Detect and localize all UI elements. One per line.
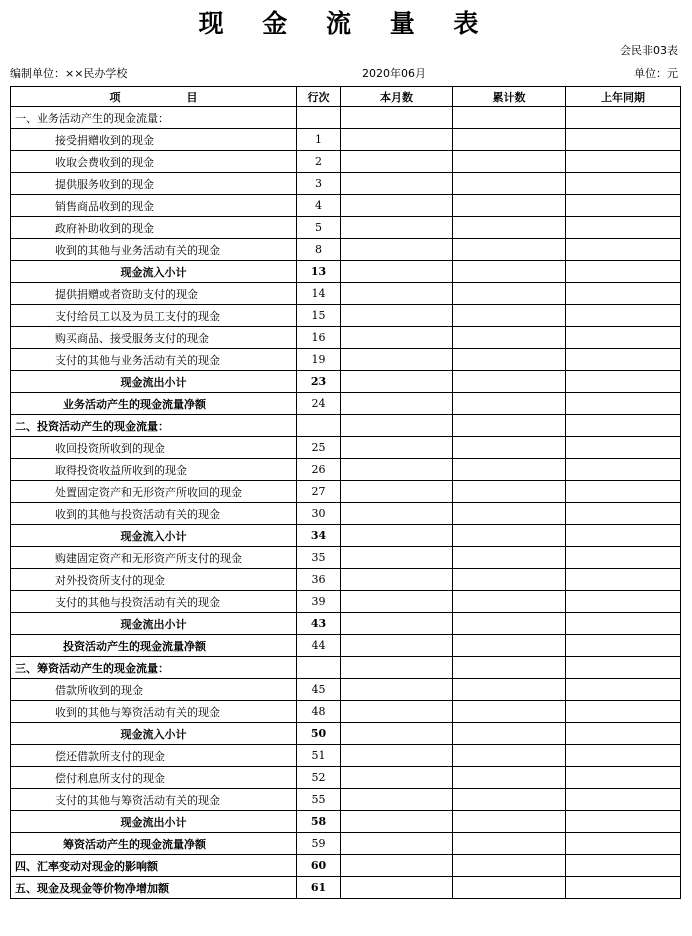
row-line-number: 5 — [297, 217, 341, 239]
row-line-number: 15 — [297, 305, 341, 327]
form-code: 会民非03表 — [620, 44, 678, 57]
row-amount-current-month[interactable] — [341, 723, 453, 745]
row-line-number: 4 — [297, 195, 341, 217]
row-item-name: 二、投资活动产生的现金流量： — [11, 415, 297, 437]
row-amount-current-month[interactable] — [341, 305, 453, 327]
row-amount-current-month[interactable] — [341, 195, 453, 217]
row-amount-current-month[interactable] — [341, 437, 453, 459]
row-amount-current-month[interactable] — [341, 833, 453, 855]
row-line-number — [297, 107, 341, 129]
row-item-name: 购买商品、接受服务支付的现金 — [11, 327, 297, 349]
table-row — [11, 591, 681, 613]
row-amount-cumulative[interactable] — [453, 767, 566, 789]
row-amount-cumulative[interactable] — [453, 129, 566, 151]
row-amount-cumulative[interactable] — [453, 657, 566, 679]
row-amount-current-month[interactable] — [341, 877, 453, 899]
row-item-name: 收到的其他与投资活动有关的现金 — [11, 503, 297, 525]
table-row — [11, 371, 681, 393]
row-amount-current-month[interactable] — [341, 591, 453, 613]
row-item-name: 收到的其他与业务活动有关的现金 — [11, 239, 297, 261]
row-amount-current-month[interactable] — [341, 261, 453, 283]
row-line-number — [297, 415, 341, 437]
row-amount-cumulative[interactable] — [453, 371, 566, 393]
row-amount-prior-year[interactable] — [566, 459, 681, 481]
row-amount-current-month[interactable] — [341, 811, 453, 833]
report-title: 现 金 流 量 表 — [198, 9, 494, 38]
row-amount-cumulative[interactable] — [453, 877, 566, 899]
row-item-name: 处置固定资产和无形资产所收回的现金 — [11, 481, 297, 503]
row-amount-cumulative[interactable] — [453, 547, 566, 569]
row-amount-cumulative[interactable] — [453, 173, 566, 195]
row-amount-current-month[interactable] — [341, 503, 453, 525]
reporting-entity: 编制单位：××民办学校 — [10, 67, 128, 80]
row-amount-prior-year[interactable] — [566, 261, 681, 283]
row-item-name: 取得投资收益所收到的现金 — [11, 459, 297, 481]
row-item-name: 一、业务活动产生的现金流量： — [11, 107, 297, 129]
table-row — [11, 129, 681, 151]
row-amount-cumulative[interactable] — [453, 305, 566, 327]
row-line-number: 61 — [297, 877, 341, 899]
row-amount-prior-year[interactable] — [566, 745, 681, 767]
table-row — [11, 833, 681, 855]
row-amount-prior-year[interactable] — [566, 327, 681, 349]
row-line-number: 24 — [297, 393, 341, 415]
row-amount-prior-year[interactable] — [566, 767, 681, 789]
row-item-name: 政府补助收到的现金 — [11, 217, 297, 239]
row-amount-prior-year[interactable] — [566, 305, 681, 327]
row-amount-current-month[interactable] — [341, 679, 453, 701]
row-amount-cumulative[interactable] — [453, 503, 566, 525]
row-amount-cumulative[interactable] — [453, 591, 566, 613]
row-amount-current-month[interactable] — [341, 701, 453, 723]
row-item-name: 偿还借款所支付的现金 — [11, 745, 297, 767]
row-line-number: 51 — [297, 745, 341, 767]
row-amount-prior-year[interactable] — [566, 217, 681, 239]
row-amount-current-month[interactable] — [341, 239, 453, 261]
row-amount-prior-year[interactable] — [566, 525, 681, 547]
row-line-number: 1 — [297, 129, 341, 151]
row-amount-current-month[interactable] — [341, 393, 453, 415]
row-amount-cumulative[interactable] — [453, 327, 566, 349]
row-item-name: 现金流入小计 — [11, 723, 297, 745]
row-line-number: 58 — [297, 811, 341, 833]
row-item-name: 提供服务收到的现金 — [11, 173, 297, 195]
row-amount-cumulative[interactable] — [453, 261, 566, 283]
row-item-name: 四、汇率变动对现金的影响额 — [11, 855, 297, 877]
row-amount-prior-year[interactable] — [566, 833, 681, 855]
row-line-number: 23 — [297, 371, 341, 393]
row-amount-cumulative[interactable] — [453, 833, 566, 855]
table-row — [11, 415, 681, 437]
row-item-name: 现金流出小计 — [11, 613, 297, 635]
row-amount-current-month[interactable] — [341, 327, 453, 349]
table-row — [11, 503, 681, 525]
row-amount-prior-year[interactable] — [566, 613, 681, 635]
row-amount-current-month[interactable] — [341, 173, 453, 195]
row-item-name: 现金流入小计 — [11, 525, 297, 547]
report-period: 2020年06月 — [362, 67, 426, 80]
table-row — [11, 217, 681, 239]
row-amount-prior-year[interactable] — [566, 129, 681, 151]
row-amount-cumulative[interactable] — [453, 195, 566, 217]
row-line-number: 44 — [297, 635, 341, 657]
row-amount-current-month[interactable] — [341, 635, 453, 657]
table-row — [11, 701, 681, 723]
row-amount-prior-year[interactable] — [566, 415, 681, 437]
row-amount-current-month[interactable] — [341, 107, 453, 129]
row-line-number: 43 — [297, 613, 341, 635]
row-amount-current-month[interactable] — [341, 525, 453, 547]
row-line-number: 26 — [297, 459, 341, 481]
row-amount-current-month[interactable] — [341, 613, 453, 635]
cash-flow-table — [10, 86, 681, 899]
row-item-name: 购建固定资产和无形资产所支付的现金 — [11, 547, 297, 569]
table-row — [11, 173, 681, 195]
row-amount-prior-year[interactable] — [566, 569, 681, 591]
table-row — [11, 261, 681, 283]
row-line-number: 39 — [297, 591, 341, 613]
row-line-number: 25 — [297, 437, 341, 459]
row-amount-cumulative[interactable] — [453, 811, 566, 833]
table-row — [11, 613, 681, 635]
row-amount-prior-year[interactable] — [566, 701, 681, 723]
row-amount-cumulative[interactable] — [453, 239, 566, 261]
row-amount-prior-year[interactable] — [566, 195, 681, 217]
row-line-number: 3 — [297, 173, 341, 195]
row-amount-cumulative[interactable] — [453, 283, 566, 305]
row-item-name: 现金流出小计 — [11, 811, 297, 833]
table-row — [11, 151, 681, 173]
row-amount-cumulative[interactable] — [453, 723, 566, 745]
table-row — [11, 393, 681, 415]
row-amount-prior-year[interactable] — [566, 239, 681, 261]
table-row — [11, 789, 681, 811]
row-line-number: 35 — [297, 547, 341, 569]
col-header-line-no: 行次 — [297, 87, 341, 107]
table-row — [11, 855, 681, 877]
row-amount-prior-year[interactable] — [566, 789, 681, 811]
col-header-item: 项 目 — [11, 87, 297, 107]
row-item-name: 业务活动产生的现金流量净额 — [11, 393, 297, 415]
row-item-name: 收回投资所收到的现金 — [11, 437, 297, 459]
table-row — [11, 349, 681, 371]
row-amount-prior-year[interactable] — [566, 723, 681, 745]
row-line-number — [297, 657, 341, 679]
table-row — [11, 723, 681, 745]
row-item-name: 对外投资所支付的现金 — [11, 569, 297, 591]
row-amount-prior-year[interactable] — [566, 349, 681, 371]
row-line-number: 34 — [297, 525, 341, 547]
row-amount-current-month[interactable] — [341, 547, 453, 569]
row-item-name: 五、现金及现金等价物净增加额 — [11, 877, 297, 899]
table-row — [11, 767, 681, 789]
table-row — [11, 239, 681, 261]
row-amount-prior-year[interactable] — [566, 283, 681, 305]
row-amount-current-month[interactable] — [341, 855, 453, 877]
row-item-name: 收到的其他与筹资活动有关的现金 — [11, 701, 297, 723]
row-amount-prior-year[interactable] — [566, 393, 681, 415]
row-item-name: 现金流出小计 — [11, 371, 297, 393]
table-row — [11, 437, 681, 459]
row-amount-current-month[interactable] — [341, 217, 453, 239]
table-row — [11, 635, 681, 657]
row-amount-cumulative[interactable] — [453, 459, 566, 481]
table-row — [11, 679, 681, 701]
row-amount-cumulative[interactable] — [453, 437, 566, 459]
table-row — [11, 877, 681, 899]
row-line-number: 55 — [297, 789, 341, 811]
row-line-number: 27 — [297, 481, 341, 503]
row-line-number: 48 — [297, 701, 341, 723]
row-amount-current-month[interactable] — [341, 151, 453, 173]
row-item-name: 偿付利息所支付的现金 — [11, 767, 297, 789]
row-amount-prior-year[interactable] — [566, 811, 681, 833]
row-amount-cumulative[interactable] — [453, 855, 566, 877]
row-amount-cumulative[interactable] — [453, 349, 566, 371]
row-amount-prior-year[interactable] — [566, 481, 681, 503]
row-line-number: 8 — [297, 239, 341, 261]
row-amount-cumulative[interactable] — [453, 415, 566, 437]
row-amount-cumulative[interactable] — [453, 745, 566, 767]
row-item-name: 借款所收到的现金 — [11, 679, 297, 701]
row-item-name: 接受捐赠收到的现金 — [11, 129, 297, 151]
table-row — [11, 657, 681, 679]
row-amount-cumulative[interactable] — [453, 569, 566, 591]
row-amount-cumulative[interactable] — [453, 151, 566, 173]
row-amount-current-month[interactable] — [341, 481, 453, 503]
row-line-number: 14 — [297, 283, 341, 305]
row-amount-current-month[interactable] — [341, 569, 453, 591]
row-amount-prior-year[interactable] — [566, 547, 681, 569]
table-row — [11, 569, 681, 591]
row-item-name: 筹资活动产生的现金流量净额 — [11, 833, 297, 855]
row-amount-cumulative[interactable] — [453, 701, 566, 723]
table-row — [11, 525, 681, 547]
row-line-number: 50 — [297, 723, 341, 745]
row-line-number: 16 — [297, 327, 341, 349]
row-item-name: 支付的其他与业务活动有关的现金 — [11, 349, 297, 371]
row-amount-prior-year[interactable] — [566, 591, 681, 613]
row-amount-current-month[interactable] — [341, 767, 453, 789]
row-line-number: 2 — [297, 151, 341, 173]
row-item-name: 投资活动产生的现金流量净额 — [11, 635, 297, 657]
currency-unit: 单位：元 — [634, 67, 678, 80]
row-line-number: 13 — [297, 261, 341, 283]
table-row — [11, 745, 681, 767]
table-row — [11, 481, 681, 503]
row-item-name: 提供捐赠或者资助支付的现金 — [11, 283, 297, 305]
row-amount-cumulative[interactable] — [453, 107, 566, 129]
col-header-cumulative: 累计数 — [453, 87, 566, 107]
row-amount-cumulative[interactable] — [453, 393, 566, 415]
row-line-number: 36 — [297, 569, 341, 591]
row-amount-cumulative[interactable] — [453, 635, 566, 657]
row-amount-cumulative[interactable] — [453, 525, 566, 547]
row-amount-current-month[interactable] — [341, 371, 453, 393]
row-amount-cumulative[interactable] — [453, 789, 566, 811]
row-item-name: 销售商品收到的现金 — [11, 195, 297, 217]
row-line-number: 60 — [297, 855, 341, 877]
row-amount-prior-year[interactable] — [566, 679, 681, 701]
row-item-name: 三、筹资活动产生的现金流量： — [11, 657, 297, 679]
row-line-number: 52 — [297, 767, 341, 789]
row-amount-prior-year[interactable] — [566, 437, 681, 459]
table-row — [11, 283, 681, 305]
table-header-row — [11, 87, 681, 107]
table-row — [11, 195, 681, 217]
table-row — [11, 811, 681, 833]
table-row — [11, 459, 681, 481]
col-header-current-month: 本月数 — [341, 87, 453, 107]
row-amount-current-month[interactable] — [341, 657, 453, 679]
row-amount-prior-year[interactable] — [566, 877, 681, 899]
row-amount-cumulative[interactable] — [453, 679, 566, 701]
row-amount-prior-year[interactable] — [566, 107, 681, 129]
table-body — [11, 107, 681, 899]
row-amount-current-month[interactable] — [341, 745, 453, 767]
row-item-name: 支付给员工以及为员工支付的现金 — [11, 305, 297, 327]
row-amount-prior-year[interactable] — [566, 503, 681, 525]
table-row — [11, 107, 681, 129]
row-line-number: 19 — [297, 349, 341, 371]
row-item-name: 支付的其他与筹资活动有关的现金 — [11, 789, 297, 811]
row-line-number: 30 — [297, 503, 341, 525]
row-line-number: 45 — [297, 679, 341, 701]
row-item-name: 支付的其他与投资活动有关的现金 — [11, 591, 297, 613]
row-amount-current-month[interactable] — [341, 283, 453, 305]
row-amount-current-month[interactable] — [341, 789, 453, 811]
row-amount-prior-year[interactable] — [566, 635, 681, 657]
row-amount-prior-year[interactable] — [566, 151, 681, 173]
row-amount-current-month[interactable] — [341, 459, 453, 481]
row-amount-cumulative[interactable] — [453, 217, 566, 239]
row-item-name: 收取会费收到的现金 — [11, 151, 297, 173]
row-amount-prior-year[interactable] — [566, 855, 681, 877]
row-amount-prior-year[interactable] — [566, 657, 681, 679]
row-amount-current-month[interactable] — [341, 349, 453, 371]
table-row — [11, 327, 681, 349]
row-line-number: 59 — [297, 833, 341, 855]
row-amount-prior-year[interactable] — [566, 371, 681, 393]
col-header-prior-year: 上年同期 — [566, 87, 681, 107]
row-amount-prior-year[interactable] — [566, 173, 681, 195]
table-row — [11, 305, 681, 327]
row-amount-cumulative[interactable] — [453, 613, 566, 635]
row-amount-cumulative[interactable] — [453, 481, 566, 503]
row-amount-current-month[interactable] — [341, 415, 453, 437]
row-amount-current-month[interactable] — [341, 129, 453, 151]
row-item-name: 现金流入小计 — [11, 261, 297, 283]
table-row — [11, 547, 681, 569]
